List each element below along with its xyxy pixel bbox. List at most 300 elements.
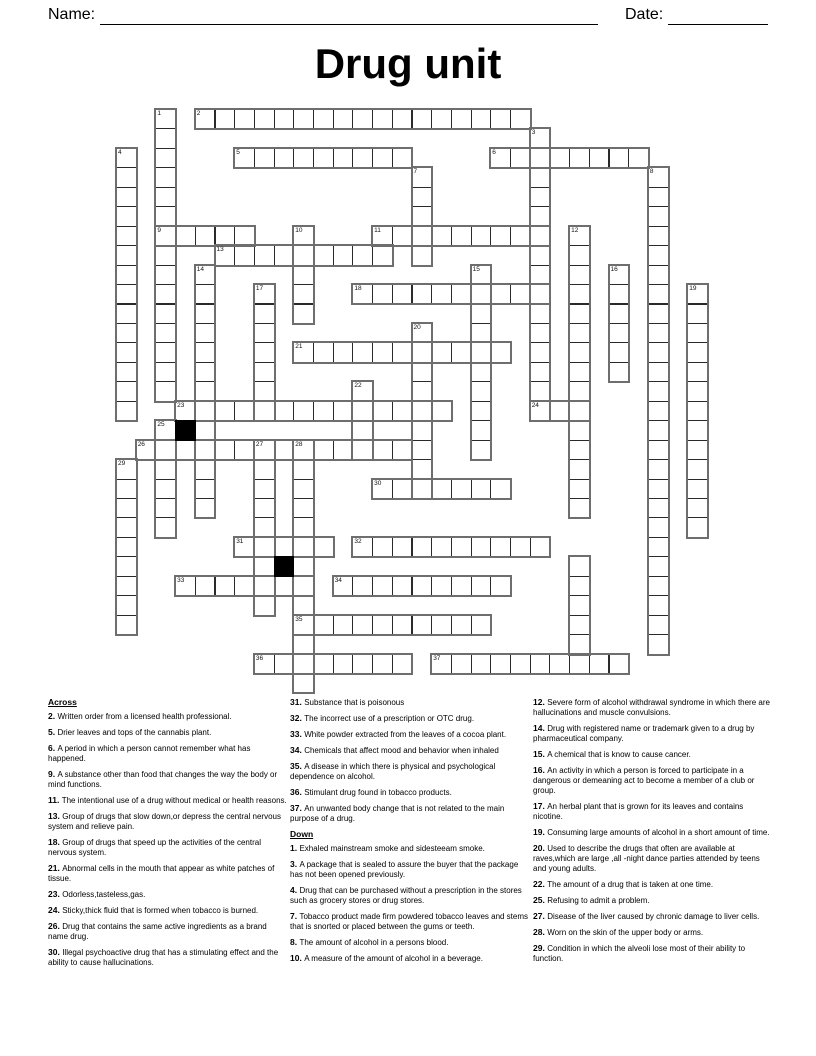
- crossword-cell[interactable]: [648, 420, 669, 440]
- crossword-cell[interactable]: [195, 342, 216, 362]
- crossword-cell[interactable]: [274, 401, 295, 421]
- crossword-cell[interactable]: [471, 109, 492, 129]
- crossword-cell[interactable]: [333, 576, 354, 596]
- crossword-cell[interactable]: [352, 342, 373, 362]
- crossword-cell[interactable]: [215, 576, 236, 596]
- crossword-cell[interactable]: [471, 265, 492, 285]
- crossword-cell[interactable]: [569, 401, 590, 421]
- crossword-cell[interactable]: [195, 109, 216, 129]
- crossword-cell[interactable]: [116, 304, 137, 324]
- crossword-cell[interactable]: [569, 479, 590, 499]
- crossword-cell[interactable]: [569, 595, 590, 615]
- crossword-cell[interactable]: [648, 245, 669, 265]
- crossword-cell[interactable]: [215, 109, 236, 129]
- crossword-cell[interactable]: [412, 245, 433, 265]
- crossword-cell[interactable]: [293, 537, 314, 557]
- crossword-cell[interactable]: [648, 304, 669, 324]
- crossword-cell[interactable]: [412, 167, 433, 187]
- crossword-cell[interactable]: [609, 148, 630, 168]
- crossword-cell[interactable]: [234, 576, 255, 596]
- crossword-cell[interactable]: [274, 576, 295, 596]
- crossword-cell[interactable]: [313, 440, 334, 460]
- crossword-cell[interactable]: [569, 226, 590, 246]
- crossword-cell[interactable]: [648, 167, 669, 187]
- crossword-cell[interactable]: [412, 109, 433, 129]
- crossword-cell[interactable]: [372, 537, 393, 557]
- crossword-cell[interactable]: [569, 304, 590, 324]
- crossword-cell[interactable]: [451, 226, 472, 246]
- crossword-cell[interactable]: [431, 615, 452, 635]
- crossword-cell[interactable]: [195, 323, 216, 343]
- crossword-cell[interactable]: [490, 148, 511, 168]
- crossword-cell[interactable]: [490, 226, 511, 246]
- crossword-cell[interactable]: [116, 556, 137, 576]
- crossword-cell[interactable]: [412, 615, 433, 635]
- crossword-cell[interactable]: [471, 654, 492, 674]
- crossword-cell[interactable]: [648, 479, 669, 499]
- crossword-cell[interactable]: [155, 226, 176, 246]
- crossword-cell[interactable]: [392, 284, 413, 304]
- crossword-cell[interactable]: [254, 537, 275, 557]
- crossword-cell[interactable]: [471, 576, 492, 596]
- crossword-cell[interactable]: [155, 167, 176, 187]
- crossword-cell[interactable]: [451, 479, 472, 499]
- crossword-cell[interactable]: [648, 323, 669, 343]
- crossword-cell[interactable]: [293, 226, 314, 246]
- crossword-cell[interactable]: [254, 362, 275, 382]
- crossword-cell[interactable]: [431, 537, 452, 557]
- crossword-cell[interactable]: [372, 576, 393, 596]
- crossword-cell[interactable]: [530, 148, 551, 168]
- crossword-cell[interactable]: [510, 148, 531, 168]
- crossword-cell[interactable]: [412, 206, 433, 226]
- crossword-cell[interactable]: [313, 401, 334, 421]
- crossword-cell[interactable]: [254, 245, 275, 265]
- crossword-cell[interactable]: [155, 187, 176, 207]
- crossword-cell[interactable]: [490, 479, 511, 499]
- crossword-cell[interactable]: [352, 537, 373, 557]
- crossword-cell[interactable]: [195, 362, 216, 382]
- crossword-cell[interactable]: [116, 479, 137, 499]
- crossword-cell[interactable]: [234, 226, 255, 246]
- crossword-cell[interactable]: [254, 556, 275, 576]
- crossword-cell[interactable]: [609, 342, 630, 362]
- crossword-cell[interactable]: [195, 479, 216, 499]
- crossword-cell[interactable]: [155, 381, 176, 401]
- crossword-cell[interactable]: [412, 187, 433, 207]
- crossword-cell[interactable]: [609, 654, 630, 674]
- crossword-cell[interactable]: [392, 479, 413, 499]
- crossword-cell[interactable]: [195, 401, 216, 421]
- crossword-cell[interactable]: [313, 537, 334, 557]
- crossword-cell[interactable]: [451, 109, 472, 129]
- crossword-cell[interactable]: [155, 498, 176, 518]
- crossword-cell[interactable]: [372, 109, 393, 129]
- crossword-cell[interactable]: [372, 479, 393, 499]
- crossword-cell[interactable]: [254, 148, 275, 168]
- crossword-cell[interactable]: [333, 109, 354, 129]
- crossword-cell[interactable]: [116, 459, 137, 479]
- crossword-cell[interactable]: [372, 440, 393, 460]
- crossword-cell[interactable]: [254, 109, 275, 129]
- crossword-cell[interactable]: [333, 245, 354, 265]
- crossword-cell[interactable]: [116, 401, 137, 421]
- crossword-cell[interactable]: [352, 576, 373, 596]
- crossword-cell[interactable]: [648, 459, 669, 479]
- crossword-cell[interactable]: [215, 440, 236, 460]
- crossword-cell[interactable]: [254, 517, 275, 537]
- crossword-cell[interactable]: [569, 556, 590, 576]
- crossword-cell[interactable]: [471, 615, 492, 635]
- crossword-cell[interactable]: [471, 381, 492, 401]
- crossword-cell[interactable]: [254, 401, 275, 421]
- crossword-cell[interactable]: [569, 576, 590, 596]
- crossword-cell[interactable]: [431, 401, 452, 421]
- crossword-cell[interactable]: [549, 148, 570, 168]
- crossword-cell[interactable]: [471, 362, 492, 382]
- crossword-cell[interactable]: [648, 342, 669, 362]
- crossword-cell[interactable]: [254, 304, 275, 324]
- crossword-cell[interactable]: [274, 440, 295, 460]
- crossword-cell[interactable]: [155, 128, 176, 148]
- crossword-cell[interactable]: [431, 479, 452, 499]
- crossword-cell[interactable]: [333, 440, 354, 460]
- crossword-cell[interactable]: [372, 401, 393, 421]
- crossword-cell[interactable]: [293, 517, 314, 537]
- crossword-cell[interactable]: [372, 226, 393, 246]
- crossword-cell[interactable]: [372, 342, 393, 362]
- crossword-cell[interactable]: [431, 576, 452, 596]
- crossword-cell[interactable]: [490, 576, 511, 596]
- crossword-cell[interactable]: [687, 479, 708, 499]
- crossword-cell[interactable]: [195, 459, 216, 479]
- crossword-cell[interactable]: [274, 245, 295, 265]
- crossword-cell[interactable]: [412, 342, 433, 362]
- crossword-cell[interactable]: [648, 381, 669, 401]
- crossword-cell[interactable]: [392, 537, 413, 557]
- crossword-cell[interactable]: [293, 479, 314, 499]
- crossword-cell[interactable]: [116, 226, 137, 246]
- crossword-cell[interactable]: [569, 381, 590, 401]
- crossword-cell[interactable]: [569, 654, 590, 674]
- crossword-cell[interactable]: [195, 226, 216, 246]
- crossword-cell[interactable]: [333, 654, 354, 674]
- crossword-cell[interactable]: [293, 654, 314, 674]
- crossword-cell[interactable]: [412, 284, 433, 304]
- crossword-cell[interactable]: [155, 284, 176, 304]
- crossword-cell[interactable]: [687, 304, 708, 324]
- crossword-cell[interactable]: [116, 167, 137, 187]
- crossword-cell[interactable]: [372, 615, 393, 635]
- crossword-cell[interactable]: [392, 576, 413, 596]
- crossword-cell[interactable]: [116, 615, 137, 635]
- crossword-cell[interactable]: [530, 187, 551, 207]
- crossword-cell[interactable]: [530, 401, 551, 421]
- crossword-cell[interactable]: [116, 323, 137, 343]
- crossword-cell[interactable]: [648, 265, 669, 285]
- crossword-cell[interactable]: [648, 576, 669, 596]
- crossword-cell[interactable]: [155, 459, 176, 479]
- crossword-cell[interactable]: [155, 245, 176, 265]
- crossword-cell[interactable]: [609, 362, 630, 382]
- crossword-cell[interactable]: [530, 342, 551, 362]
- crossword-cell[interactable]: [313, 148, 334, 168]
- crossword-cell[interactable]: [490, 109, 511, 129]
- crossword-cell[interactable]: [490, 654, 511, 674]
- crossword-cell[interactable]: [372, 245, 393, 265]
- crossword-cell[interactable]: [352, 381, 373, 401]
- crossword-cell[interactable]: [234, 148, 255, 168]
- crossword-cell[interactable]: [648, 634, 669, 654]
- crossword-cell[interactable]: [609, 304, 630, 324]
- crossword-cell[interactable]: [687, 362, 708, 382]
- crossword-cell[interactable]: [293, 401, 314, 421]
- crossword-cell[interactable]: [215, 226, 236, 246]
- crossword-cell[interactable]: [293, 595, 314, 615]
- crossword-cell[interactable]: [313, 245, 334, 265]
- crossword-cell[interactable]: [313, 615, 334, 635]
- crossword-cell[interactable]: [530, 362, 551, 382]
- crossword-cell[interactable]: [431, 284, 452, 304]
- crossword-cell[interactable]: [175, 576, 196, 596]
- crossword-cell[interactable]: [589, 148, 610, 168]
- crossword-cell[interactable]: [569, 323, 590, 343]
- crossword-cell[interactable]: [293, 673, 314, 693]
- crossword-cell[interactable]: [333, 615, 354, 635]
- crossword-cell[interactable]: [530, 654, 551, 674]
- crossword-cell[interactable]: [155, 342, 176, 362]
- crossword-cell[interactable]: [352, 615, 373, 635]
- crossword-cell[interactable]: [609, 323, 630, 343]
- crossword-cell[interactable]: [687, 342, 708, 362]
- crossword-cell[interactable]: [116, 187, 137, 207]
- crossword-cell[interactable]: [687, 498, 708, 518]
- crossword-cell[interactable]: [136, 440, 157, 460]
- crossword-cell[interactable]: [648, 401, 669, 421]
- crossword-cell[interactable]: [412, 576, 433, 596]
- crossword-cell[interactable]: [569, 615, 590, 635]
- crossword-cell[interactable]: [648, 206, 669, 226]
- crossword-cell[interactable]: [352, 420, 373, 440]
- crossword-cell[interactable]: [116, 284, 137, 304]
- crossword-cell[interactable]: [155, 362, 176, 382]
- crossword-cell[interactable]: [293, 284, 314, 304]
- crossword-cell[interactable]: [155, 323, 176, 343]
- crossword-cell[interactable]: [195, 304, 216, 324]
- crossword-cell[interactable]: [530, 206, 551, 226]
- crossword-cell[interactable]: [471, 304, 492, 324]
- crossword-cell[interactable]: [648, 498, 669, 518]
- crossword-cell[interactable]: [569, 148, 590, 168]
- crossword-cell[interactable]: [412, 537, 433, 557]
- crossword-cell[interactable]: [116, 265, 137, 285]
- crossword-cell[interactable]: [333, 148, 354, 168]
- crossword-cell[interactable]: [116, 148, 137, 168]
- crossword-cell[interactable]: [569, 634, 590, 654]
- crossword-cell[interactable]: [530, 323, 551, 343]
- crossword-cell[interactable]: [490, 342, 511, 362]
- crossword-cell[interactable]: [392, 401, 413, 421]
- crossword-cell[interactable]: [648, 226, 669, 246]
- crossword-cell[interactable]: [451, 615, 472, 635]
- crossword-cell[interactable]: [293, 634, 314, 654]
- crossword-cell[interactable]: [175, 226, 196, 246]
- crossword-cell[interactable]: [510, 284, 531, 304]
- crossword-cell[interactable]: [569, 420, 590, 440]
- crossword-cell[interactable]: [274, 654, 295, 674]
- crossword-cell[interactable]: [687, 284, 708, 304]
- crossword-cell[interactable]: [392, 148, 413, 168]
- crossword-cell[interactable]: [116, 537, 137, 557]
- crossword-cell[interactable]: [116, 206, 137, 226]
- crossword-cell[interactable]: [412, 459, 433, 479]
- crossword-cell[interactable]: [569, 245, 590, 265]
- crossword-cell[interactable]: [293, 615, 314, 635]
- crossword-cell[interactable]: [372, 654, 393, 674]
- crossword-cell[interactable]: [254, 323, 275, 343]
- crossword-cell[interactable]: [215, 401, 236, 421]
- crossword-cell[interactable]: [569, 284, 590, 304]
- crossword-cell[interactable]: [313, 109, 334, 129]
- crossword-cell[interactable]: [609, 265, 630, 285]
- crossword-cell[interactable]: [412, 420, 433, 440]
- crossword-cell[interactable]: [293, 265, 314, 285]
- crossword-cell[interactable]: [155, 206, 176, 226]
- crossword-cell[interactable]: [530, 265, 551, 285]
- crossword-cell[interactable]: [471, 537, 492, 557]
- crossword-cell[interactable]: [490, 284, 511, 304]
- crossword-cell[interactable]: [313, 342, 334, 362]
- crossword-cell[interactable]: [471, 401, 492, 421]
- crossword-cell[interactable]: [333, 342, 354, 362]
- crossword-cell[interactable]: [687, 517, 708, 537]
- crossword-cell[interactable]: [195, 498, 216, 518]
- crossword-cell[interactable]: [116, 595, 137, 615]
- crossword-cell[interactable]: [471, 323, 492, 343]
- crossword-cell[interactable]: [510, 109, 531, 129]
- crossword-cell[interactable]: [392, 109, 413, 129]
- crossword-cell[interactable]: [195, 576, 216, 596]
- crossword-cell[interactable]: [392, 654, 413, 674]
- crossword-cell[interactable]: [313, 654, 334, 674]
- crossword-cell[interactable]: [451, 342, 472, 362]
- crossword-cell[interactable]: [510, 226, 531, 246]
- crossword-cell[interactable]: [530, 226, 551, 246]
- crossword-cell[interactable]: [352, 440, 373, 460]
- crossword-cell[interactable]: [254, 595, 275, 615]
- crossword-cell[interactable]: [471, 440, 492, 460]
- crossword-cell[interactable]: [254, 342, 275, 362]
- crossword-cell[interactable]: [155, 517, 176, 537]
- crossword-cell[interactable]: [392, 226, 413, 246]
- crossword-cell[interactable]: [195, 420, 216, 440]
- crossword-cell[interactable]: [648, 537, 669, 557]
- crossword-cell[interactable]: [687, 401, 708, 421]
- crossword-cell[interactable]: [293, 459, 314, 479]
- crossword-cell[interactable]: [569, 265, 590, 285]
- crossword-cell[interactable]: [412, 226, 433, 246]
- crossword-cell[interactable]: [293, 498, 314, 518]
- crossword-cell[interactable]: [648, 556, 669, 576]
- crossword-cell[interactable]: [510, 537, 531, 557]
- crossword-cell[interactable]: [431, 109, 452, 129]
- crossword-cell[interactable]: [116, 245, 137, 265]
- crossword-cell[interactable]: [392, 615, 413, 635]
- crossword-cell[interactable]: [175, 440, 196, 460]
- crossword-cell[interactable]: [530, 284, 551, 304]
- crossword-cell[interactable]: [549, 401, 570, 421]
- crossword-cell[interactable]: [175, 401, 196, 421]
- crossword-cell[interactable]: [195, 381, 216, 401]
- crossword-cell[interactable]: [352, 284, 373, 304]
- crossword-cell[interactable]: [254, 440, 275, 460]
- crossword-cell[interactable]: [116, 576, 137, 596]
- crossword-cell[interactable]: [293, 245, 314, 265]
- crossword-cell[interactable]: [412, 323, 433, 343]
- crossword-cell[interactable]: [648, 615, 669, 635]
- crossword-cell[interactable]: [687, 323, 708, 343]
- crossword-cell[interactable]: [274, 537, 295, 557]
- crossword-cell[interactable]: [116, 517, 137, 537]
- crossword-cell[interactable]: [628, 148, 649, 168]
- crossword-cell[interactable]: [116, 381, 137, 401]
- crossword-cell[interactable]: [155, 148, 176, 168]
- crossword-cell[interactable]: [254, 479, 275, 499]
- crossword-cell[interactable]: [412, 381, 433, 401]
- crossword-cell[interactable]: [569, 459, 590, 479]
- crossword-cell[interactable]: [471, 284, 492, 304]
- crossword-cell[interactable]: [609, 284, 630, 304]
- crossword-cell[interactable]: [234, 537, 255, 557]
- crossword-cell[interactable]: [687, 420, 708, 440]
- crossword-cell[interactable]: [293, 304, 314, 324]
- crossword-cell[interactable]: [392, 342, 413, 362]
- crossword-cell[interactable]: [530, 381, 551, 401]
- crossword-cell[interactable]: [471, 342, 492, 362]
- crossword-cell[interactable]: [648, 440, 669, 460]
- crossword-cell[interactable]: [215, 245, 236, 265]
- crossword-cell[interactable]: [687, 381, 708, 401]
- crossword-cell[interactable]: [530, 537, 551, 557]
- crossword-cell[interactable]: [116, 498, 137, 518]
- crossword-cell[interactable]: [687, 440, 708, 460]
- crossword-cell[interactable]: [155, 479, 176, 499]
- crossword-cell[interactable]: [569, 342, 590, 362]
- crossword-cell[interactable]: [234, 109, 255, 129]
- crossword-cell[interactable]: [648, 517, 669, 537]
- crossword-cell[interactable]: [589, 654, 610, 674]
- crossword-cell[interactable]: [412, 479, 433, 499]
- crossword-cell[interactable]: [510, 654, 531, 674]
- crossword-cell[interactable]: [471, 479, 492, 499]
- crossword-cell[interactable]: [234, 440, 255, 460]
- crossword-cell[interactable]: [352, 148, 373, 168]
- crossword-cell[interactable]: [687, 459, 708, 479]
- crossword-cell[interactable]: [293, 556, 314, 576]
- crossword-cell[interactable]: [195, 265, 216, 285]
- crossword-cell[interactable]: [530, 167, 551, 187]
- crossword-cell[interactable]: [293, 576, 314, 596]
- crossword-cell[interactable]: [648, 187, 669, 207]
- crossword-cell[interactable]: [392, 440, 413, 460]
- crossword-cell[interactable]: [195, 440, 216, 460]
- crossword-cell[interactable]: [234, 245, 255, 265]
- crossword-cell[interactable]: [293, 342, 314, 362]
- crossword-cell[interactable]: [530, 245, 551, 265]
- crossword-cell[interactable]: [234, 401, 255, 421]
- crossword-cell[interactable]: [254, 654, 275, 674]
- crossword-cell[interactable]: [471, 226, 492, 246]
